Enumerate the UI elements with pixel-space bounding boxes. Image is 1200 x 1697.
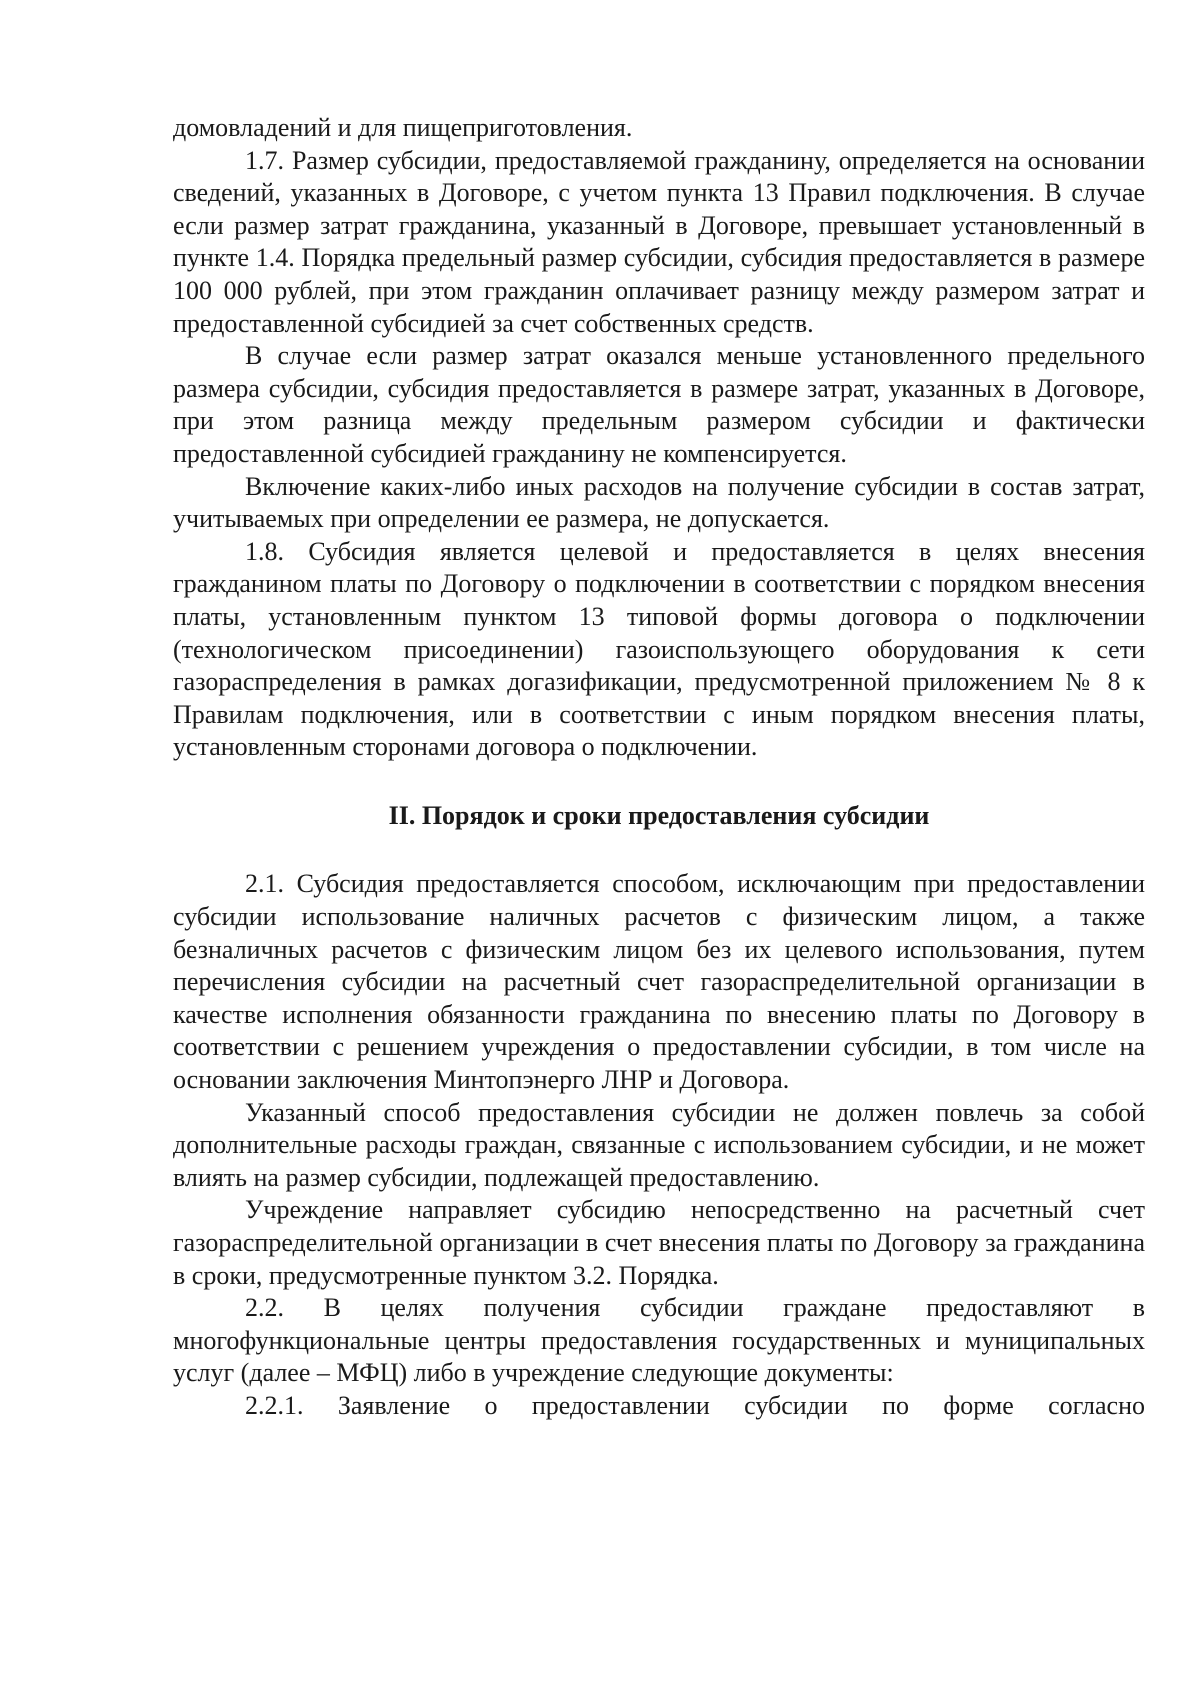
section-heading: II. Порядок и сроки предоставления субсидии bbox=[388, 800, 930, 830]
paragraph-2-2-1: 2.2.1. Заявление о предоставлении субсидии по форме согласно bbox=[245, 1390, 1145, 1420]
paragraph-2-1-transfer: Учреждение направляет субсидию непосредственно на расчетный счет газораспределительной организации в счет внесения платы по Договору за гражданина в сроки, предусмотренные пунктом 3.2. Порядка. bbox=[173, 1195, 1145, 1290]
document-body bbox=[173, 112, 1145, 1423]
paragraph-1-7: 1.7. Размер субсидии, предоставляемой гражданину, определяется на основании сведений, указанных в Договоре, с учетом пункта 13 Правил подключения. В случае если размер затрат гражданина, указанный в Договоре, превышает установленный в пункте 1.4. Порядка предельный размер субсидии, субсидия предоставляется в размере 100 000 рублей, при этом гражданин оплачивает разницу между размером затрат и предоставленной субсидией за счет собственных средств. bbox=[173, 145, 1145, 338]
paragraph-2-2: 2.2. В целях получения субсидии граждане предоставляют в многофункциональные центры предоставления государственных и муниципальных услуг (далее – МФЦ) либо в учреждение следующие документы: bbox=[173, 1293, 1145, 1388]
paragraph-1-8: 1.8. Субсидия является целевой и предоставляется в целях внесения гражданином платы по Договору о подключении в соответствии с порядком внесения платы, установленным пунктом 13 типовой формы договора о подключении (технологическом присоединении) газоиспользующего оборудования к сети газораспределения в рамках догазификации, предусмотренной приложением № 8 к Правилам подключения, или в соответствии с иным порядком внесения платы, установленным сторонами договора о подключении. bbox=[173, 536, 1145, 762]
paragraph-2-1: 2.1. Субсидия предоставляется способом, исключающим при предоставлении субсидии использование наличных расчетов с физическим лицом, а также безналичных расчетов с физическим лицом без их целевого использования, путем перечисления субсидии на расчетный счет газораспределительной организации в качестве исполнения обязанности гражданина по внесению платы по Договору в соответствии с решением учреждения о предоставлении субсидии, в том числе на основании заключения Минтопэнерго ЛНР и Договора. bbox=[173, 869, 1145, 1095]
paragraph-continuation: домовладений и для пищеприготовления. bbox=[173, 113, 633, 142]
paragraph-1-7-lesser-costs: В случае если размер затрат оказался меньше установленного предельного размера субсидии, субсидия предоставляется в размере затрат, указанных в Договоре, при этом разница между предельным размером субсидии и фактически предоставленной субсидией гражданину не компенсируется. bbox=[173, 341, 1145, 468]
paragraph-2-1-method: Указанный способ предоставления субсидии не должен повлечь за собой дополнительные расходы граждан, связанные с использованием субсидии, и не может влиять на размер субсидии, подлежащей предоставлению. bbox=[173, 1097, 1145, 1192]
paragraph-1-7-other-expenses: Включение каких-либо иных расходов на получение субсидии в состав затрат, учитываемых при определении ее размера, не допускается. bbox=[173, 471, 1145, 534]
